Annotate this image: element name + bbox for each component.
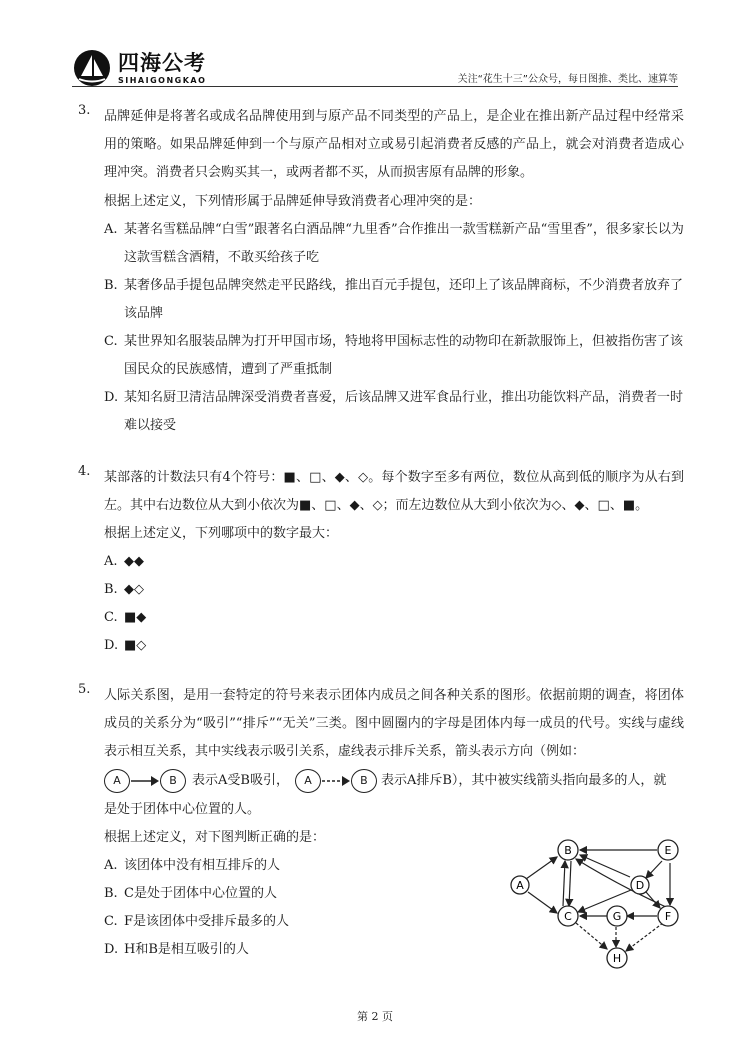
option-d <box>104 632 684 660</box>
option-text: H和B是相互吸引的人 <box>124 942 249 957</box>
question-4 <box>78 464 684 660</box>
option-label: C. <box>104 914 118 929</box>
edge-f-h <box>626 923 663 951</box>
option-label: C. <box>104 610 118 625</box>
logo <box>72 48 206 88</box>
header-divider <box>72 86 678 87</box>
sailboat-logo-icon <box>72 48 112 88</box>
example-node-a: A <box>295 769 321 793</box>
node-c <box>558 906 578 926</box>
question-number: 5. <box>78 682 91 697</box>
option-label: C. <box>104 334 118 349</box>
node-d <box>631 876 649 894</box>
option-label: B. <box>104 582 118 597</box>
node-g <box>607 906 627 926</box>
option-label: A. <box>104 858 118 873</box>
option-text: 某著名雪糕品牌“白雪”跟著名白酒品牌“九里香”合作推出一款雪糕新产品“雪里香”，很多家长以为这款雪糕含酒精，不敢买给孩子吃 <box>124 222 684 265</box>
node-e <box>658 840 678 860</box>
node-a <box>511 876 529 894</box>
option-label: B. <box>104 278 118 293</box>
option-a <box>104 216 684 272</box>
question-ask: 根据上述定义，下列哪项中的数字最大： <box>104 526 339 541</box>
diagram-nodes <box>511 840 678 968</box>
relation-example-row <box>104 766 684 796</box>
question-3 <box>78 103 684 440</box>
node-label: C <box>564 910 572 923</box>
option-label: A. <box>104 554 118 569</box>
edge-c-h <box>576 923 607 949</box>
relationship-diagram <box>500 835 690 975</box>
edge-b-c <box>569 861 571 906</box>
question-number: 4. <box>78 464 91 479</box>
node-label: G <box>612 910 622 923</box>
node-b <box>558 840 578 860</box>
question-stem-end: 是处于团体中心位置的人。 <box>104 802 261 817</box>
option-text: 某知名厨卫清洁品牌深受消费者喜爱，后该品牌又进军食品行业，推出功能饮料产品，消费者一时难以接受 <box>124 390 684 433</box>
option-text: 该团体中没有相互排斥的人 <box>124 858 281 873</box>
option-b <box>104 576 684 604</box>
option-label: D. <box>104 942 119 957</box>
question-ask: 根据上述定义，下列情形属于品牌延伸导致消费者心理冲突的是： <box>104 194 482 209</box>
node-label: D <box>635 879 645 892</box>
edge-a-c <box>528 892 557 913</box>
page-header <box>0 0 750 92</box>
question-number: 3. <box>78 103 91 118</box>
logo-english-name: SIHAIGONGKAO <box>118 75 207 85</box>
option-label: D. <box>104 638 119 653</box>
node-h <box>607 948 627 968</box>
question-stem: 品牌延伸是将著名或成名品牌使用到与原产品不同类型的产品上，是企业在推出新产品过程中经常采用的策略。如果品牌延伸到一个与原产品相对立或易引起消费者反感的产品上，就会对消费者造成心理冲突。消费者只会购买其一，或两者都不买，从而损害原有品牌的形象。 <box>104 109 684 180</box>
option-label: A. <box>104 222 118 237</box>
dashed-arrow-icon <box>321 775 351 787</box>
option-text: F是该团体中受排斥最多的人 <box>124 914 290 929</box>
edge-a-b <box>526 857 557 879</box>
question-stem: 人际关系图，是用一套特定的符号来表示团体内成员之间各种关系的图形。依据前期的调查，将团体成员的关系分为“吸引”“排斥”“无关”三类。图中圆圈内的字母是团体内每一成员的代号。实线与虚线表示相互关系，其中实线表示吸引关系，虚线表示排斥关系，箭头表示方向（例如： <box>104 688 684 759</box>
option-b <box>104 272 684 328</box>
question-stem: 某部落的计数法只有4个符号：■、□、◆、◇。每个数字至多有两位，数位从高到低的顺序为从右到左。其中右边数位从大到小依次为■、□、◆、◇；而左边数位从大到小依次为◇、◆、□、■。 <box>104 470 684 513</box>
node-f <box>658 906 678 926</box>
node-label: F <box>664 910 672 923</box>
edge-d-f <box>646 892 660 908</box>
option-label: D. <box>104 390 119 405</box>
option-text: ■◆ <box>124 610 147 625</box>
example-text-attract: 表示A受B吸引， <box>192 773 289 788</box>
option-text: 某奢侈品手提包品牌突然走平民路线，推出百元手提包，还印上了该品牌商标，不少消费者放弃了该品牌 <box>124 278 684 321</box>
option-text: 某世界知名服装品牌为打开甲国市场，特地将甲国标志性的动物印在新款服饰上，但被指伤害了该国民众的民族感情，遭到了严重抵制 <box>124 334 684 377</box>
node-label: E <box>664 844 672 857</box>
node-label: A <box>516 879 524 892</box>
option-c <box>104 328 684 384</box>
example-node-b: B <box>351 769 377 793</box>
page-number: 第 2 页 <box>357 1010 393 1023</box>
option-text: C是处于团体中心位置的人 <box>124 886 277 901</box>
question-ask: 根据上述定义，对下图判断正确的是： <box>104 830 326 845</box>
option-c <box>104 604 684 632</box>
option-label: B. <box>104 886 118 901</box>
edge-e-d <box>646 861 662 878</box>
option-a <box>104 548 684 576</box>
option-text: ■◇ <box>124 638 147 653</box>
example-node-b: B <box>160 769 186 793</box>
option-text: ◆◇ <box>124 582 144 597</box>
logo-chinese-name: 四海公考 <box>118 50 206 75</box>
example-node-a: A <box>104 769 130 793</box>
option-text: ◆◆ <box>124 554 144 569</box>
node-label: H <box>612 952 622 965</box>
edge-c-b <box>563 861 565 906</box>
option-d <box>104 384 684 440</box>
node-label: B <box>564 844 572 857</box>
diagram-edges <box>526 850 670 951</box>
header-tagline: 关注“花生十三”公众号，每日图推、类比、速算等 <box>457 74 678 85</box>
solid-arrow-icon <box>130 775 160 787</box>
example-text-repel: 表示A排斥B），其中被实线箭头指向最多的人，就 <box>380 773 667 788</box>
